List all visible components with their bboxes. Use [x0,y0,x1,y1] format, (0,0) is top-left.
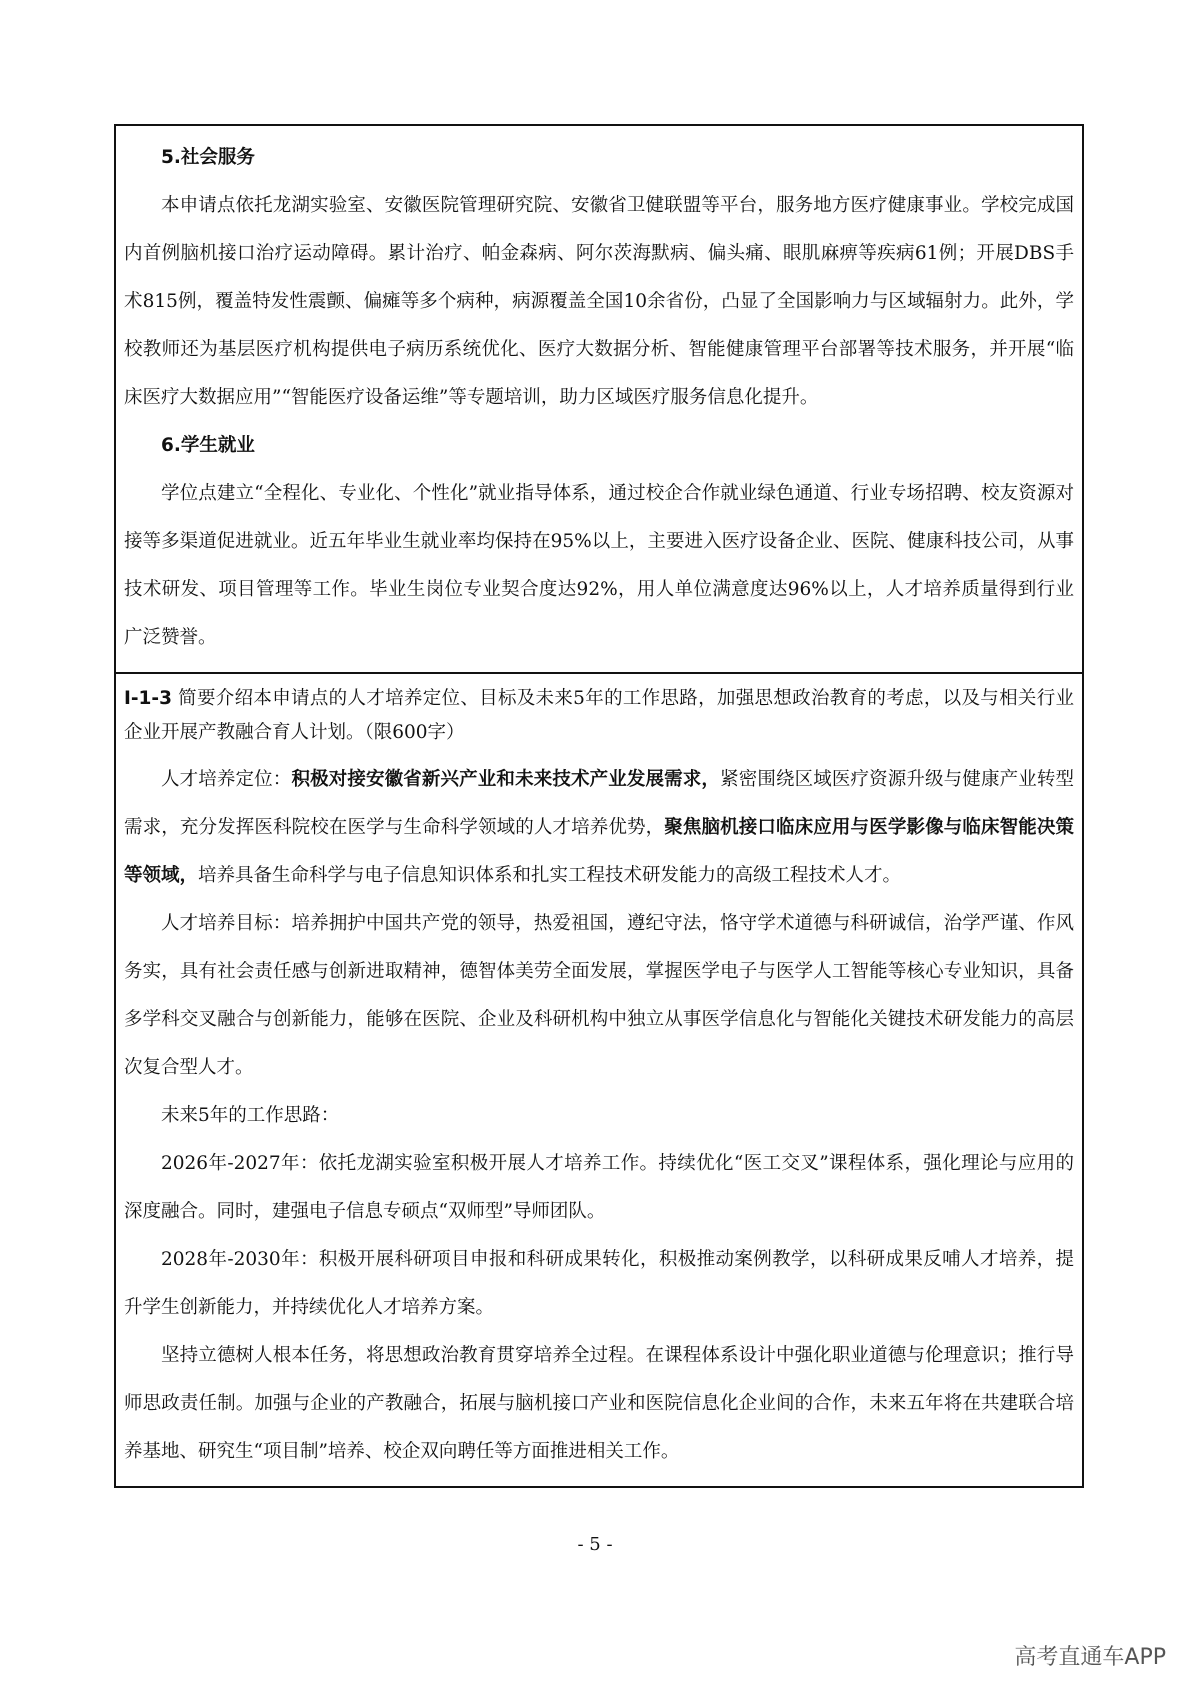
item113-prompt-text: 简要介绍本申请点的人才培养定位、目标及未来5年的工作思路，加强思想政治教育的考虑，以及与相关行业企业开展产教融合育人计划。（限600字） [124,688,1074,743]
ideology-paragraph: 坚持立德树人根本任务，将思想政治教育贯穿培养全过程。在课程体系设计中强化职业道德与伦理意识；推行导师思政责任制。加强与企业的产教融合，拓展与脑机接口产业和医院信息化企业间的合作，未来五年将在共建联合培养基地、研究生“项目制”培养、校企双向聘任等方面推进相关工作。 [124,1345,1074,1462]
section6-heading: 6.学生就业 [161,435,255,456]
watermark: 高考直通车APP [1014,1645,1166,1670]
plan-2028-2030: 2028年-2030年：积极开展科研项目申报和科研成果转化，积极推动案例教学，以科研成果反哺人才培养，提升学生创新能力，并持续优化人才培养方案。 [124,1249,1074,1318]
plan-2026-2027: 2026年-2027年：依托龙湖实验室积极开展人才培养工作。持续优化“医工交叉”课程体系，强化理论与应用的深度融合。同时，建强电子信息专硕点“双师型”导师团队。 [124,1153,1074,1222]
item113-code: I-1-3 [124,688,172,709]
plan-title: 未来5年的工作思路： [161,1105,340,1126]
cell-service-employment [116,126,1082,672]
positioning-tail: 培养具备生命科学与电子信息知识体系和扎实工程技术研发能力的高级工程技术人才。 [198,865,902,886]
positioning-paragraph [124,756,1074,900]
section5-paragraph: 本申请点依托龙湖实验室、安徽医院管理研究院、安徽省卫健联盟等平台，服务地方医疗健康事业。学校完成国内首例脑机接口治疗运动障碍。累计治疗、帕金森病、阿尔茨海默病、偏头痛、眼肌麻痹等疾病61例；开展DBS手术815例，覆盖特发性震颤、偏瘫等多个病种，病源覆盖全国10余省份，凸显了全国影响力与区域辐射力。此外，学校教师还为基层医疗机构提供电子病历系统优化、医疗大数据分析、智能健康管理平台部署等技术服务，并开展“临床医疗大数据应用”“智能医疗设备运维”等专题培训，助力区域医疗服务信息化提升。 [124,195,1074,408]
form-table [114,124,1084,1488]
section6-paragraph: 学位点建立“全程化、专业化、个性化”就业指导体系，通过校企合作就业绿色通道、行业专场招聘、校友资源对接等多渠道促进就业。近五年毕业生就业率均保持在95%以上，主要进入医疗设备企业、医院、健康科技公司，从事技术研发、项目管理等工作。毕业生岗位专业契合度达92%，用人单位满意度达96%以上，人才培养质量得到行业广泛赞誉。 [124,483,1074,648]
positioning-bold-1: 积极对接安徽省新兴产业和未来技术产业发展需求， [291,769,721,790]
positioning-mid: 紧密围绕区域医疗资源升级与健康产业转型需求，充分发挥医科院校在医学与生命科学领域的人才培养优势， [124,769,1074,838]
section5-heading: 5.社会服务 [161,147,255,168]
positioning-bold-2: 聚焦脑机接口临床应用与医学影像与临床智能决策等领域， [124,817,1074,886]
goal-paragraph: 人才培养目标：培养拥护中国共产党的领导，热爱祖国，遵纪守法，恪守学术道德与科研诚信，治学严谨、作风务实，具有社会责任感与创新进取精神，德智体美劳全面发展，掌握医学电子与医学人工智能等核心专业知识，具备多学科交叉融合与创新能力，能够在医院、企业及科研机构中独立从事医学信息化与智能化关键技术研发能力的高层次复合型人才。 [124,913,1074,1078]
page-number: - 5 - [577,1534,613,1555]
positioning-label: 人才培养定位： [161,769,292,790]
item113-prompt [124,682,1074,750]
cell-item-113 [116,672,1082,1486]
